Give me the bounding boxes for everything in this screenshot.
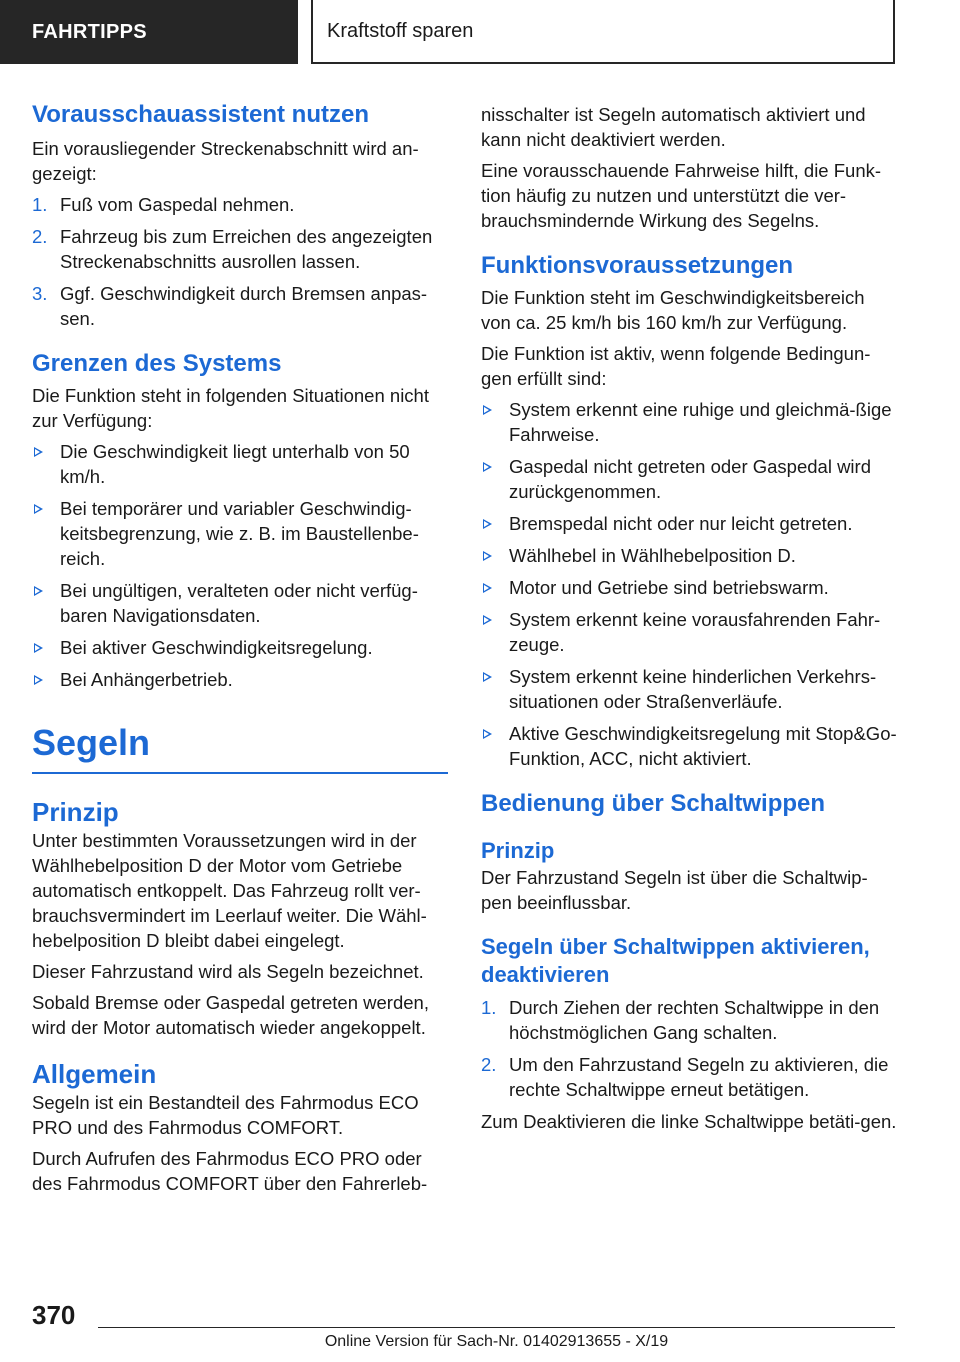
list-item (32, 667, 448, 692)
voraus-steps-list (32, 192, 448, 331)
item-text: System erkennt keine vorausfahrenden Fahr-zeuge. (509, 609, 881, 655)
list-item (481, 543, 897, 568)
bullet-triangle-icon (483, 462, 492, 472)
step-number: 2. (481, 1054, 497, 1075)
item-text: System erkennt eine ruhige und gleichmä-ßige Fahrweise. (509, 399, 892, 445)
heading-vorausschauassistent: Vorausschauassistent nutzen (32, 101, 369, 128)
bullet-triangle-icon (483, 519, 492, 529)
funktions-list (481, 397, 897, 771)
heading-segeln-aktivieren: Segeln über Schaltwippen aktivieren, deaktivieren (481, 934, 870, 987)
right-column (481, 100, 897, 1140)
bullet-triangle-icon (34, 586, 43, 596)
bullet-triangle-icon (483, 729, 492, 739)
paragraph-prinzip-2: Dieser Fahrzustand wird als Segeln bezeichnet. (32, 961, 424, 982)
paragraph-continuation: nisschalter ist Segeln automatisch aktiviert und kann nicht deaktiviert werden. (481, 104, 866, 150)
list-item (32, 192, 448, 217)
step-text: Ggf. Geschwindigkeit durch Bremsen anpas-sen. (60, 283, 428, 329)
paragraph-prinzip-1: Unter bestimmten Voraussetzungen wird in der Wählhebelposition D der Motor vom Getriebe automatisch entkoppelt. Das Fahrzeug rollt ver-brauchsvermindert im Leerlauf weiter. Die Wähl-hebelposition D bleibt dabei eingelegt. (32, 830, 427, 951)
paragraph-deaktivieren: Zum Deaktivieren die linke Schaltwippe betäti-gen. (481, 1111, 897, 1132)
list-item (481, 664, 897, 714)
aktiv-steps-list (481, 995, 897, 1102)
list-item (32, 496, 448, 571)
heading-allgemein: Allgemein (32, 1059, 157, 1089)
bullet-triangle-icon (34, 447, 43, 457)
bullet-triangle-icon (34, 504, 43, 514)
step-number: 3. (32, 283, 48, 304)
heading-bedienung: Bedienung über Schaltwippen (481, 790, 826, 817)
bullet-triangle-icon (34, 643, 43, 653)
page-number: 370 (32, 1300, 76, 1330)
list-item (481, 454, 897, 504)
list-item (481, 511, 897, 536)
footer-online-version: Online Version für Sach-Nr. 01402913655 - X/19 (324, 1333, 669, 1350)
step-text: Fuß vom Gaspedal nehmen. (60, 194, 295, 215)
heading-prinzip-2: Prinzip (481, 838, 555, 863)
paragraph-allgemein-1: Segeln ist ein Bestandteil des Fahrmodus ECO PRO und des Fahrmodus COMFORT. (32, 1092, 419, 1138)
heading-segeln: Segeln (32, 722, 448, 774)
step-number: 1. (481, 997, 497, 1018)
item-text: Gaspedal nicht getreten oder Gaspedal wird zurückgenommen. (509, 456, 871, 502)
paragraph-prinzip-schaltwippen: Der Fahrzustand Segeln ist über die Schaltwip-pen beeinflussbar. (481, 867, 868, 913)
item-text: System erkennt keine hinderlichen Verkehrs-situationen oder Straßenverläufe. (509, 666, 877, 712)
paragraph-prinzip-3: Sobald Bremse oder Gaspedal getreten werden, wird der Motor automatisch wieder angekoppelt. (32, 992, 429, 1038)
paragraph-funktions-2: Die Funktion ist aktiv, wenn folgende Bedingun-gen erfüllt sind: (481, 343, 871, 389)
bullet-triangle-icon (483, 583, 492, 593)
list-item (32, 635, 448, 660)
list-item (481, 995, 897, 1045)
list-item (32, 224, 448, 274)
item-text: Die Geschwindigkeit liegt unterhalb von 50 km/h. (60, 441, 410, 487)
left-column (32, 100, 448, 1202)
list-item (481, 721, 897, 771)
chapter-title-text: Kraftstoff sparen (327, 19, 474, 42)
list-item (481, 1052, 897, 1102)
paragraph-funktions-1: Die Funktion steht im Geschwindigkeitsbereich von ca. 25 km/h bis 160 km/h zur Verfügung. (481, 287, 865, 333)
paragraph-allgemein-2: Durch Aufrufen des Fahrmodus ECO PRO oder des Fahrmodus COMFORT über den Fahrerleb- (32, 1148, 428, 1194)
step-text: Um den Fahrzustand Segeln zu aktivieren, die rechte Schaltwippe erneut betätigen. (509, 1054, 889, 1100)
item-text: Wählhebel in Wählhebelposition D. (509, 545, 796, 566)
list-item (481, 397, 897, 447)
heading-grenzen: Grenzen des Systems (32, 350, 282, 377)
paragraph-voraus-intro: Ein vorausliegender Streckenabschnitt wird an-gezeigt: (32, 138, 419, 184)
list-item (32, 439, 448, 489)
paragraph-grenzen-intro: Die Funktion steht in folgenden Situationen nicht zur Verfügung: (32, 385, 429, 431)
list-item (32, 578, 448, 628)
heading-funktionsvoraussetzungen: Funktionsvoraussetzungen (481, 252, 794, 279)
item-text: Bei aktiver Geschwindigkeitsregelung. (60, 637, 373, 658)
bullet-triangle-icon (483, 405, 492, 415)
bullet-triangle-icon (483, 672, 492, 682)
heading-prinzip: Prinzip (32, 797, 119, 827)
step-text: Durch Ziehen der rechten Schaltwippe in den höchstmöglichen Gang schalten. (509, 997, 880, 1043)
header-section-title: FAHRTIPPS (0, 0, 298, 64)
header-chapter-title (311, 0, 895, 64)
grenzen-list (32, 439, 448, 692)
step-number: 1. (32, 194, 48, 215)
item-text: Bei ungültigen, veralteten oder nicht verfüg-baren Navigationsdaten. (60, 580, 418, 626)
step-number: 2. (32, 226, 48, 247)
list-item (481, 607, 897, 657)
item-text: Bei Anhängerbetrieb. (60, 669, 233, 690)
item-text: Bremspedal nicht oder nur leicht getreten. (509, 513, 853, 534)
bullet-triangle-icon (34, 675, 43, 685)
item-text: Aktive Geschwindigkeitsregelung mit Stop&Go-Funktion, ACC, nicht aktiviert. (509, 723, 897, 769)
bullet-triangle-icon (483, 551, 492, 561)
list-item (32, 281, 448, 331)
list-item (481, 575, 897, 600)
paragraph-fahrweise: Eine vorausschauende Fahrweise hilft, die Funk-tion häufig zu nutzen und unterstützt die ver-brauchsmindernde Wirkung des Segelns. (481, 160, 882, 231)
item-text: Bei temporärer und variabler Geschwindig-keitsbegrenzung, wie z. B. im Baustellenbe-reich. (60, 498, 419, 569)
item-text: Motor und Getriebe sind betriebswarm. (509, 577, 829, 598)
footer-divider (98, 1327, 895, 1328)
bullet-triangle-icon (483, 615, 492, 625)
step-text: Fahrzeug bis zum Erreichen des angezeigten Streckenabschnitts ausrollen lassen. (60, 226, 433, 272)
